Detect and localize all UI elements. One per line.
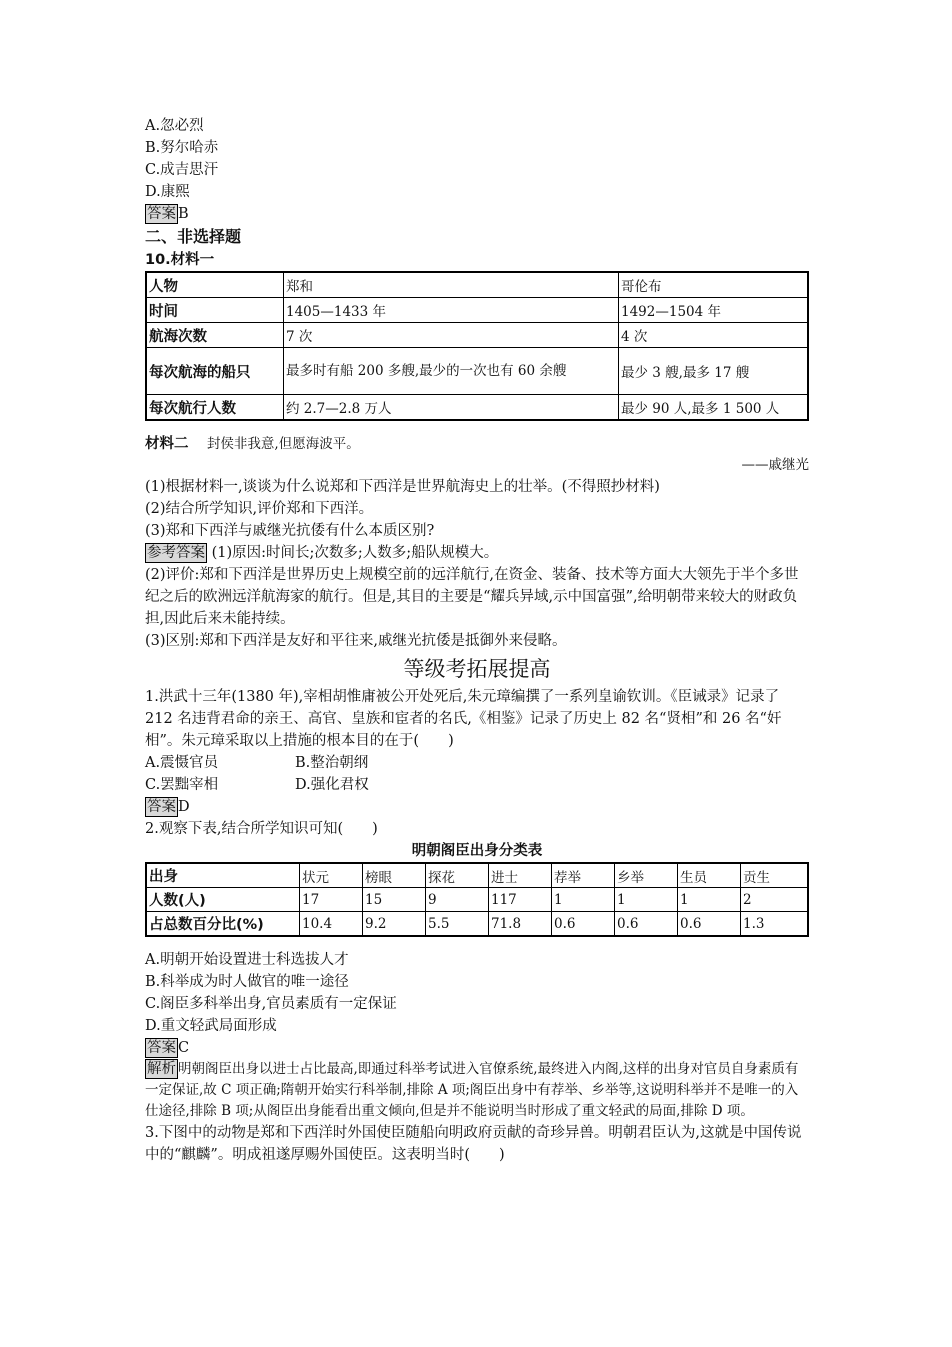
q1-answer-line: [145, 796, 809, 818]
material2-label: 材料二: [145, 436, 189, 452]
table-cell: 4 次: [619, 323, 809, 348]
table-cell: 2: [741, 888, 809, 912]
material2-line: [145, 433, 809, 455]
answer-label: 答案: [147, 799, 176, 815]
table-cell: 1492—1504 年: [619, 298, 809, 323]
q2-answer-line: [145, 1037, 809, 1059]
table-cell: 每次航海的船只: [146, 348, 284, 395]
answer-label: 答案: [147, 206, 176, 222]
table-row: [146, 863, 808, 888]
table-row: [146, 298, 808, 323]
q1-options-row-2: [145, 774, 809, 796]
table-cell: 郑和: [284, 272, 619, 298]
voyage-comparison-table: [145, 271, 809, 421]
table-cell: 0.6: [678, 912, 741, 937]
q1-option-a: A.震慑官员: [145, 755, 219, 771]
material2-text: 封侯非我意,但愿海波平。: [206, 436, 360, 452]
table-cell: 10.4: [300, 912, 363, 937]
q2-answer: C: [178, 1040, 190, 1056]
table-row: [146, 272, 808, 298]
table-cell: 17: [300, 888, 363, 912]
table-cell: 人数(人): [146, 888, 300, 912]
table-row: [146, 323, 808, 348]
material2-source: ——戚继光: [741, 457, 809, 473]
table-cell: 最少 3 艘,最多 17 艘: [619, 348, 809, 395]
document-content: [145, 115, 809, 1166]
ref-answer-label: 参考答案: [147, 545, 205, 561]
table-cell: 1.3: [741, 912, 809, 937]
table-cell: 每次航行人数: [146, 395, 284, 421]
analysis-label: 解析: [147, 1061, 176, 1077]
q3-text: 3.下图中的动物是郑和下西洋时外国使臣随船向明政府贡献的奇珍异兽。明朝君臣认为,这就是中国传说中的“麒麟”。明成祖遂厚赐外国使臣。这表明当时( ): [145, 1125, 802, 1163]
q10-answer-1: (1)原因:时间长;次数多;人数多;船队规模大。: [211, 545, 499, 561]
table-cell: 时间: [146, 298, 284, 323]
table-cell: 榜眼: [363, 863, 426, 888]
table-cell: 乡举: [615, 863, 678, 888]
q10-answer-line: [145, 542, 809, 564]
section-big-title: 等级考拓展提高: [403, 657, 551, 681]
table-cell: 0.6: [552, 912, 615, 937]
table2-title: 明朝阁臣出身分类表: [411, 843, 543, 859]
table-cell: 117: [489, 888, 552, 912]
answer-label: 答案: [147, 1040, 176, 1056]
table-cell: 7 次: [284, 323, 619, 348]
q2-option-b: B.科举成为时人做官的唯一途径: [145, 974, 349, 990]
table-cell: 15: [363, 888, 426, 912]
table-cell: 占总数百分比(%): [146, 912, 300, 937]
table-cell: 最少 90 人,最多 1 500 人: [619, 395, 809, 421]
q2-option-c: C.阁臣多科举出身,官员素质有一定保证: [145, 996, 397, 1012]
table-cell: 5.5: [426, 912, 489, 937]
q1-option-d: D.强化君权: [295, 777, 369, 793]
table-cell: 0.6: [615, 912, 678, 937]
table-row: [146, 912, 808, 937]
q10-question-3: (3)郑和下西洋与戚继光抗倭有什么本质区别?: [145, 523, 435, 539]
q9-option-c: C.成吉思汗: [145, 162, 219, 178]
table-cell: 状元: [300, 863, 363, 888]
table-cell: 9.2: [363, 912, 426, 937]
table-row: [146, 395, 808, 421]
table-cell: 贡生: [741, 863, 809, 888]
cabinet-origin-table: [145, 862, 809, 937]
table-cell: 9: [426, 888, 489, 912]
q9-option-b: B.努尔哈赤: [145, 140, 219, 156]
q10-question-2: (2)结合所学知识,评价郑和下西洋。: [145, 501, 374, 517]
q1-answer: D: [178, 799, 190, 815]
q2-option-a: A.明朝开始设置进士科选拔人才: [145, 952, 349, 968]
table-cell: 出身: [146, 863, 300, 888]
q2-option-d: D.重文轻武局面形成: [145, 1018, 277, 1034]
table-cell: 约 2.7—2.8 万人: [284, 395, 619, 421]
section-title: 二、非选择题: [145, 227, 242, 246]
q2-text: 2.观察下表,结合所学知识可知( ): [145, 821, 378, 837]
q9-option-a: A.忽必烈: [145, 118, 204, 134]
q1-text: 1.洪武十三年(1380 年),宰相胡惟庸被公开处死后,朱元璋编撰了一系列皇谕钦训。《臣诫录》记录了 212 名违背君命的亲王、高官、皇族和宦者的名氏,《相鉴》记录了历史上 82 名“贤相”和 26 名“奸相”。朱元璋采取以上措施的根本目的在于( ): [145, 689, 782, 749]
q9-answer: B: [178, 206, 189, 222]
table-cell: 进士: [489, 863, 552, 888]
q10-answer-3: (3)区别:郑和下西洋是友好和平往来,戚继光抗倭是抵御外来侵略。: [145, 633, 567, 649]
q1-options-row-1: [145, 752, 809, 774]
q9-answer-line: [145, 203, 809, 225]
table-cell: 71.8: [489, 912, 552, 937]
table-cell: 生员: [678, 863, 741, 888]
table-row: [146, 348, 808, 395]
q1-option-b: B.整治朝纲: [295, 755, 369, 771]
q10-answer-2: (2)评价:郑和下西洋是世界历史上规模空前的远洋航行,在资金、装备、技术等方面大大领先于半个多世纪之后的欧洲远洋航海家的航行。但是,其目的主要是“耀兵异域,示中国富强”,给明朝带来较大的财政负担,因此后来未能持续。: [145, 567, 799, 627]
table-cell: 荐举: [552, 863, 615, 888]
q1-option-c: C.罢黜宰相: [145, 777, 219, 793]
table-cell: 1: [552, 888, 615, 912]
table-cell: 1: [678, 888, 741, 912]
table-cell: 最多时有船 200 多艘,最少的一次也有 60 余艘: [284, 348, 619, 395]
table-cell: 1405—1433 年: [284, 298, 619, 323]
table-cell: 1: [615, 888, 678, 912]
table-cell: 航海次数: [146, 323, 284, 348]
q2-analysis-block: [145, 1059, 809, 1122]
q10-question-1: (1)根据材料一,谈谈为什么说郑和下西洋是世界航海史上的壮举。(不得照抄材料): [145, 479, 660, 495]
table-cell: 哥伦布: [619, 272, 809, 298]
table-cell: 人物: [146, 272, 284, 298]
q2-analysis: 明朝阁臣出身以进士占比最高,即通过科举考试进入官僚系统,最终进入内阁,这样的出身对官员自身素质有一定保证,故 C 项正确;隋朝开始实行科举制,排除 A 项;阁臣出身中有荐举、乡举等,这说明科举并不是唯一的入仕途径,排除 B 项;从阁臣出身能看出重文倾向,但是并不能说明当时形成了重文轻武的局面,排除 D 项。: [145, 1061, 799, 1119]
q10-title: 10.材料一: [145, 252, 215, 268]
table-row: [146, 888, 808, 912]
table-cell: 探花: [426, 863, 489, 888]
q9-option-d: D.康熙: [145, 184, 190, 200]
